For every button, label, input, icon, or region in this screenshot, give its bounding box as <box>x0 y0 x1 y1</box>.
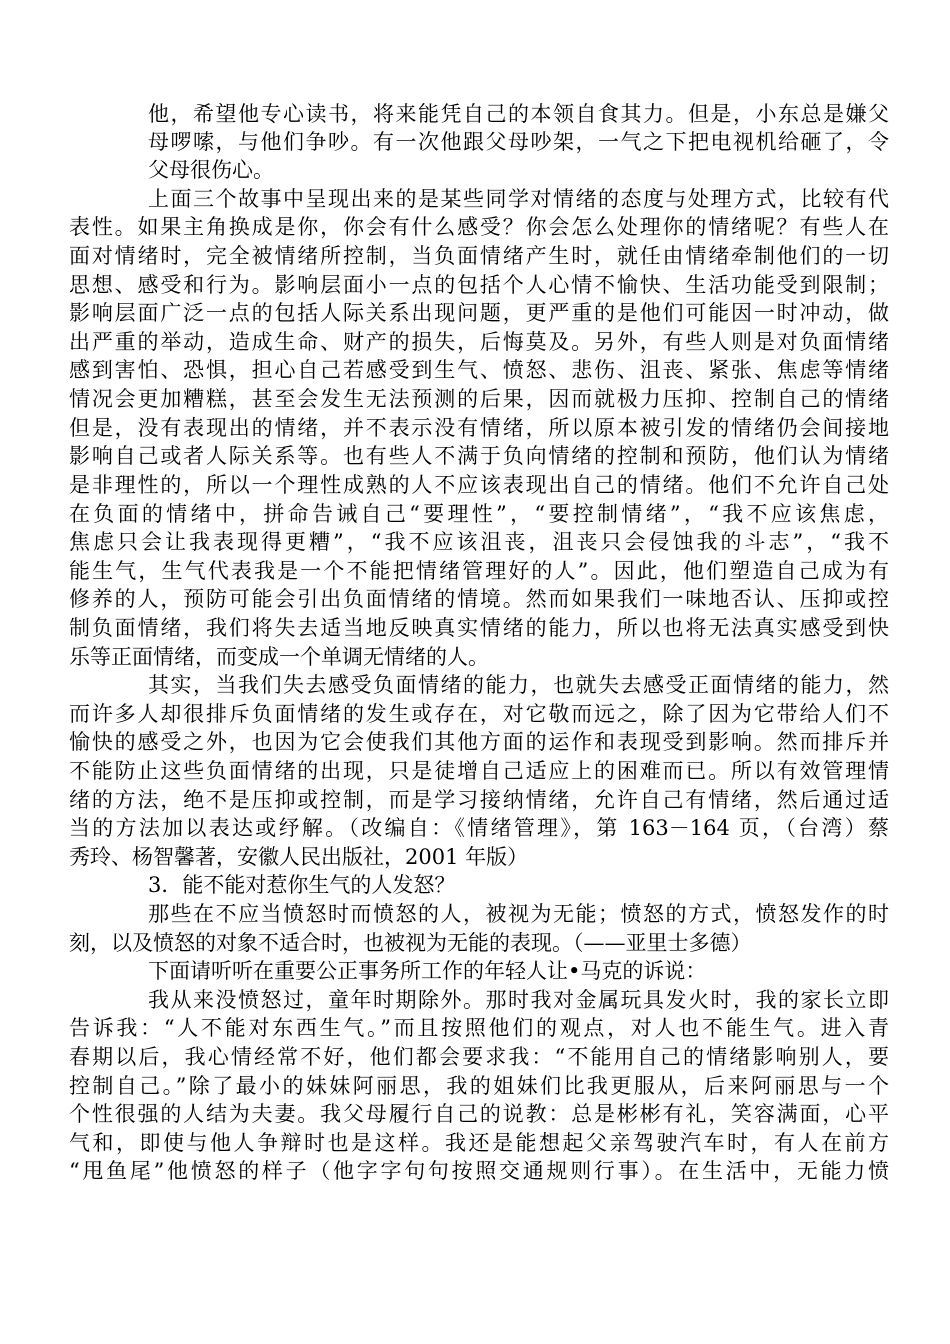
text-line: 表性。如果主角换成是你，你会有什么感受？你会怎么处理你的情绪呢？有些人在 <box>69 215 889 239</box>
text-line: 春期以后，我心情经常不好，他们都会要求我：“不能用自己的情绪影响别人，要 <box>69 1045 889 1069</box>
text-line: 秀玲、杨智馨著，安徽人民出版社，2001 年版） <box>69 845 529 869</box>
text-line: 是非理性的，所以一个理性成熟的人不应该表现出自己的情绪。他们不允许自己处 <box>69 473 889 497</box>
text-line: 制负面情绪，我们将失去适当地反映真实情绪的能力，所以也将无法真实感受到快 <box>69 616 889 640</box>
text-line: 影响自己或者人际关系等。也有些人不满于负向情绪的控制和预防，他们认为情绪 <box>69 444 889 468</box>
text-line: 而许多人却很排斥负面情绪的发生或存在，对它敬而远之，除了因为它带给人们不 <box>69 702 889 726</box>
text-line: 刻，以及愤怒的对象不适合时，也被视为无能的表现。（——亚里士多德） <box>69 931 752 955</box>
text-line: 其实，当我们失去感受负面情绪的能力，也就失去感受正面情绪的能力，然 <box>148 673 889 697</box>
text-line: 感到害怕、恐惧，担心自己若感受到生气、愤怒、悲伤、沮丧、紧张、焦虑等情绪 <box>69 358 889 382</box>
text-line: 出严重的举动，造成生命、财产的损失，后悔莫及。另外，有些人则是对负面情绪 <box>69 330 889 354</box>
text-line: 乐等正面情绪，而变成一个单调无情绪的人。 <box>69 645 489 669</box>
text-line: 影响层面广泛一点的包括人际关系出现问题，更严重的是他们可能因一时冲动，做 <box>69 301 889 325</box>
text-line: 我从来没愤怒过，童年时期除外。那时我对金属玩具发火时，我的家长立即 <box>148 988 889 1012</box>
text-line: 愉快的感受之外，也因为它会使我们其他方面的运作和表现受到影响。然而排斥并 <box>69 730 889 754</box>
text-line: 父母很伤心。 <box>148 158 274 182</box>
text-line: 但是，没有表现出的情绪，并不表示没有情绪，所以原本被引发的情绪仍会间接地 <box>69 416 889 440</box>
text-line: 上面三个故事中呈现出来的是某些同学对情绪的态度与处理方式，比较有代 <box>148 187 889 211</box>
text-line: 情况会更加糟糕，甚至会发生无法预测的后果，因而就极力压抑、控制自己的情绪 <box>69 387 889 411</box>
text-line: 焦虑只会让我表现得更糟”，“我不应该沮丧，沮丧只会侵蚀我的斗志”，“我不 <box>69 530 889 554</box>
text-line: 那些在不应当愤怒时而愤怒的人，被视为无能；愤怒的方式，愤怒发作的时 <box>148 902 889 926</box>
text-line: “甩鱼尾”他愤怒的样子（他字字句句按照交通规则行事）。在生活中，无能力愤 <box>69 1159 889 1183</box>
section-heading: 3．能不能对惹你生气的人发怒？ <box>148 873 456 897</box>
text-line: 他，希望他专心读书，将来能凭自己的本领自食其力。但是，小东总是嫌父 <box>148 102 889 126</box>
text-line: 绪的方法，绝不是压抑或控制，而是学习接纳情绪，允许自己有情绪，然后通过适 <box>69 788 889 812</box>
text-line: 告诉我：“人不能对东西生气。”而且按照他们的观点，对人也不能生气。进入青 <box>69 1016 889 1040</box>
text-line: 当的方法加以表达或纾解。（改编自：《情绪管理》，第 163－164 页，（台湾）蔡 <box>69 816 889 840</box>
text-line: 个性很强的人结为夫妻。我父母履行自己的说教：总是彬彬有礼，笑容满面，心平 <box>69 1102 889 1126</box>
text-line: 思想、感受和行为。影响层面小一点的包括个人心情不愉快、生活功能受到限制； <box>69 273 889 297</box>
text-line: 母啰嗦，与他们争吵。有一次他跟父母吵架，一气之下把电视机给砸了，令 <box>148 130 889 154</box>
text-line: 面对情绪时，完全被情绪所控制，当负面情绪产生时，就任由情绪牵制他们的一切 <box>69 244 889 268</box>
text-line: 不能防止这些负面情绪的出现，只是徒增自己适应上的困难而已。所以有效管理情 <box>69 759 889 783</box>
text-line: 修养的人，预防可能会引出负面情绪的情境。然而如果我们一味地否认、压抑或控 <box>69 587 889 611</box>
text-line: 控制自己。”除了最小的妹妹阿丽思，我的姐妹们比我更服从，后来阿丽思与一个 <box>69 1074 889 1098</box>
text-line: 下面请听听在重要公正事务所工作的年轻人让•马克的诉说： <box>148 959 707 983</box>
text-line: 能生气，生气代表我是一个不能把情绪管理好的人”。因此，他们塑造自己成为有 <box>69 559 889 583</box>
text-line: 在负面的情绪中，拼命告诫自己“要理性”，“要控制情绪”，“我不应该焦虑， <box>69 502 889 526</box>
text-line: 气和，即使与他人争辩时也是这样。我还是能想起父亲驾驶汽车时，有人在前方 <box>69 1131 889 1155</box>
